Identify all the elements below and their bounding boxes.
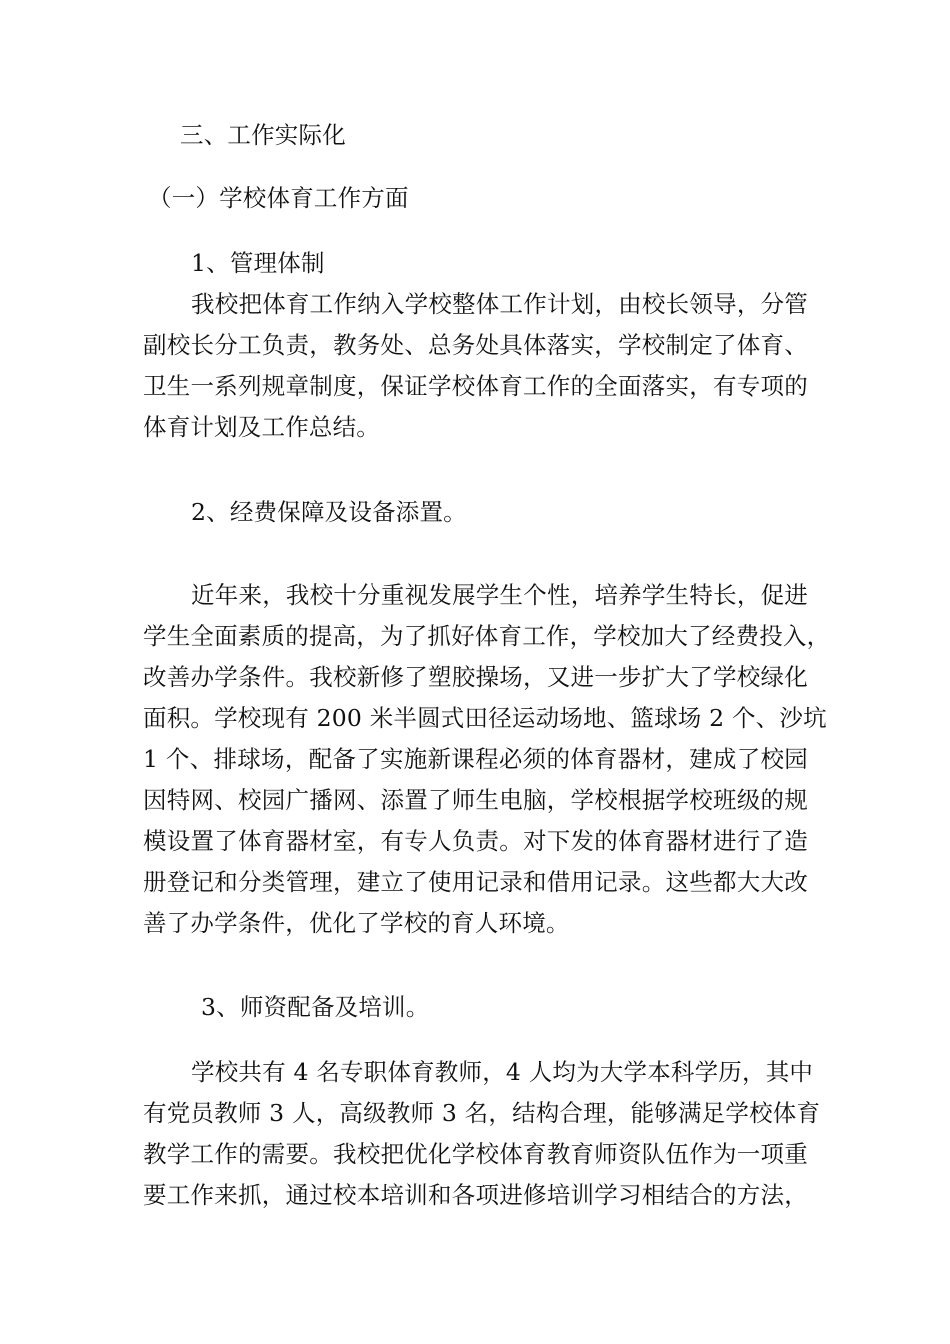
item-3-line: 有党员教师 3 人，高级教师 3 名，结构合理，能够满足学校体育 [143, 1099, 821, 1127]
item-1-line: 副校长分工负责，教务处、总务处具体落实，学校制定了体育、 [143, 331, 808, 359]
item-1-line: 体育计划及工作总结。 [143, 413, 380, 441]
item-2-line: 善了办学条件，优化了学校的育人环境。 [143, 909, 570, 937]
item-2-line: 因特网、校园广播网、添置了师生电脑，学校根据学校班级的规 [143, 786, 808, 814]
item-2-line: 模设置了体育器材室，有专人负责。对下发的体育器材进行了造 [143, 827, 808, 855]
item-2-line: 面积。学校现有 200 米半圆式田径运动场地、篮球场 2 个、沙坑 [143, 704, 827, 732]
item-2-line: 学生全面素质的提高，为了抓好体育工作，学校加大了经费投入， [143, 622, 831, 650]
item-1-line: 我校把体育工作纳入学校整体工作计划，由校长领导，分管 [191, 290, 808, 318]
item-3-line: 学校共有 4 名专职体育教师，4 人均为大学本科学历，其中 [191, 1058, 814, 1086]
item-1-heading: 1、管理体制 [191, 249, 325, 277]
item-2-line: 1 个、排球场，配备了实施新课程必须的体育器材，建成了校园 [143, 745, 808, 773]
item-3-heading: 3、师资配备及培训。 [201, 993, 430, 1021]
item-2-line: 近年来，我校十分重视发展学生个性，培养学生特长，促进 [191, 581, 808, 609]
item-2-line: 册登记和分类管理，建立了使用记录和借用记录。这些都大大改 [143, 868, 808, 896]
item-1-line: 卫生一系列规章制度，保证学校体育工作的全面落实，有专项的 [143, 372, 808, 400]
subsection-heading: （一）学校体育工作方面 [148, 184, 409, 212]
item-2-heading: 2、经费保障及设备添置。 [191, 498, 467, 526]
section-heading: 三、工作实际化 [180, 121, 346, 149]
item-2-line: 改善办学条件。我校新修了塑胶操场，又进一步扩大了学校绿化 [143, 663, 808, 691]
item-3-line: 教学工作的需要。我校把优化学校体育教育师资队伍作为一项重 [143, 1140, 808, 1168]
item-3-line: 要工作来抓，通过校本培训和各项进修培训学习相结合的方法， [143, 1181, 808, 1209]
